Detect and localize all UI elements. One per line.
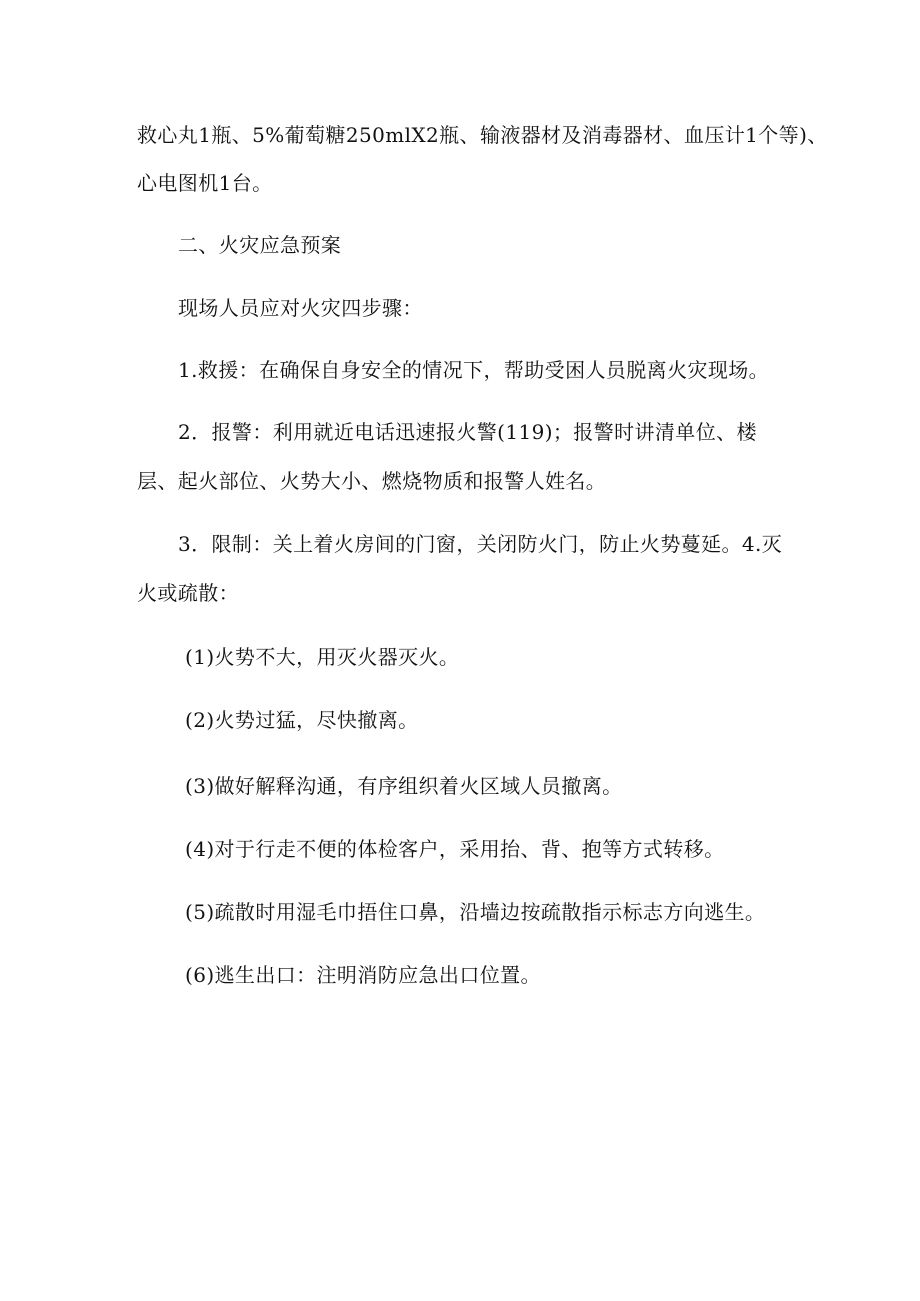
step-alarm-continued: 层、起火部位、火势大小、燃烧物质和报警人姓名。 <box>137 469 607 493</box>
step-restrict: 3．限制：关上着火房间的门窗，关闭防火门，防止火势蔓延。4.灭 <box>178 532 783 556</box>
step-restrict-continued: 火或疏散： <box>137 581 239 605</box>
list-item-large-fire: (2)火势过猛，尽快撤离。 <box>185 708 419 732</box>
paragraph-line-supplies: 救心丸1瓶、5%葡萄糖250mlX2瓶、输液器材及消毒器材、血压计1个等)、 <box>137 123 828 147</box>
step-alarm: 2．报警：利用就近电话迅速报火警(119)；报警时讲清单位、楼 <box>178 420 757 444</box>
list-item-evacuation-guidance: (5)疏散时用湿毛巾捂住口鼻，沿墙边按疏散指示标志方向逃生。 <box>185 900 766 924</box>
paragraph-line-ecg: 心电图机1台。 <box>137 171 273 195</box>
list-item-exit-marking: (6)逃生出口：注明消防应急出口位置。 <box>185 963 541 987</box>
step-rescue: 1.救援：在确保自身安全的情况下，帮助受困人员脱离火灾现场。 <box>178 358 770 382</box>
paragraph-four-steps-intro: 现场人员应对火灾四步骤： <box>178 296 423 320</box>
list-item-communication: (3)做好解释沟通，有序组织着火区域人员撤离。 <box>185 774 623 798</box>
section-heading-fire-plan: 二、火灾应急预案 <box>178 233 342 257</box>
list-item-small-fire: (1)火势不大，用灭火器灭火。 <box>185 645 460 669</box>
list-item-assist-immobile: (4)对于行走不便的体检客户，采用抬、背、抱等方式转移。 <box>185 837 725 861</box>
